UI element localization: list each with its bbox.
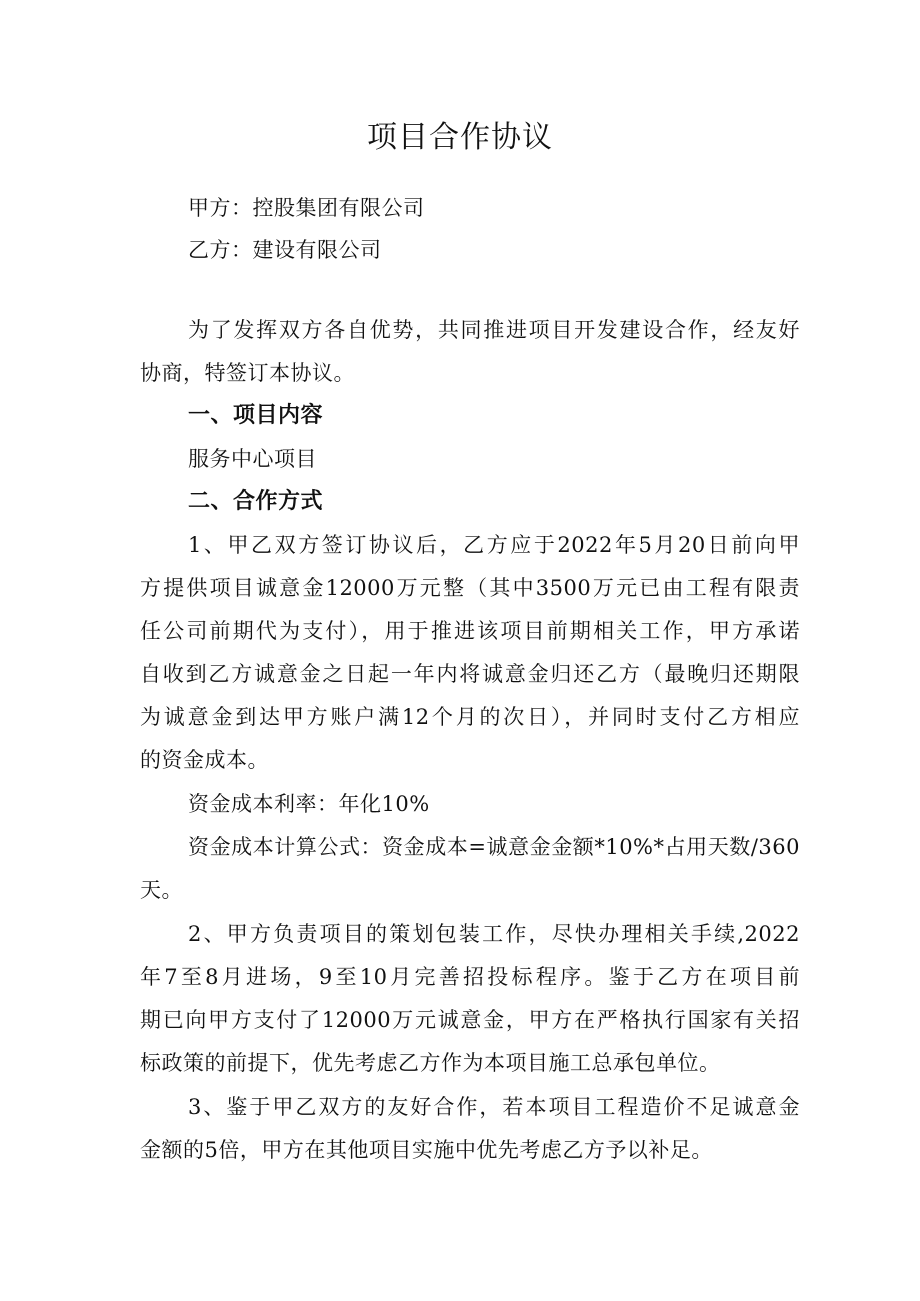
party-a: 甲方：控股集团有限公司 [188,196,425,220]
section-1-heading: 一、项目内容 [188,403,324,428]
clause-2-line-3: 期已向甲方支付了12000万元诚意金，甲方在严格执行国家有关招 [140,1008,800,1032]
formula-line-2: 天。 [140,878,183,902]
rate-line: 资金成本利率：年化10% [188,792,430,816]
party-b: 乙方：建设有限公司 [188,238,382,262]
document-title: 项目合作协议 [367,120,553,155]
clause-1-line-5: 为诚意金到达甲方账户满12个月的次日），并同时支付乙方相应 [140,705,800,729]
clause-3-line-1: 3、鉴于甲乙双方的友好合作，若本项目工程造价不足诚意金 [188,1095,800,1119]
clause-1-line-1: 1、甲乙双方签订协议后，乙方应于2022年5月20日前向甲 [188,533,800,557]
clause-2-line-2: 年7至8月进场，9至10月完善招投标程序。鉴于乙方在项目前 [140,965,800,989]
clause-1-line-3: 任公司前期代为支付），用于推进该项目前期相关工作，甲方承诺 [140,619,800,643]
clause-3-line-2: 金额的5倍，甲方在其他项目实施中优先考虑乙方予以补足。 [140,1138,713,1162]
section-1-body: 服务中心项目 [188,447,317,471]
clause-1-line-2: 方提供项目诚意金12000万元整（其中3500万元已由工程有限责 [140,576,800,600]
clause-1-line-4: 自收到乙方诚意金之日起一年内将诚意金归还乙方（最晚归还期限 [140,662,800,686]
intro-line-2: 协商，特签订本协议。 [140,361,355,385]
intro-line-1: 为了发挥双方各自优势，共同推进项目开发建设合作，经友好 [188,318,800,342]
section-2-heading: 二、合作方式 [188,489,324,514]
clause-2-line-4: 标政策的前提下，优先考虑乙方作为本项目施工总承包单位。 [140,1051,721,1075]
clause-1-line-6: 的资金成本。 [140,748,269,772]
clause-2-line-1: 2、甲方负责项目的策划包装工作，尽快办理相关手续,2022 [188,922,800,946]
formula-line-1: 资金成本计算公式：资金成本=诚意金金额*10%*占用天数/360 [188,835,800,859]
